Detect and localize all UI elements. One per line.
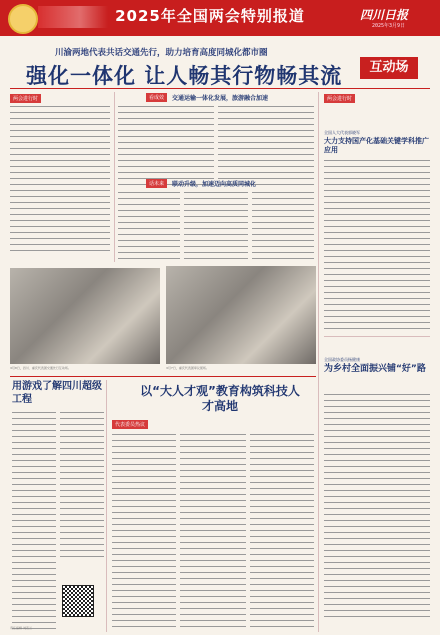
column-divider [106, 380, 107, 632]
headline-kicker: 川渝两地代表共话交通先行，助力培育高度同城化都市圈 [55, 48, 268, 58]
bottom-center-tag: 代表委员热议 [112, 420, 148, 429]
section-badge: 互动场 [360, 57, 418, 79]
article-text-col6 [252, 190, 314, 260]
divider [10, 376, 316, 377]
bottom-center-headline: 以“大人才观”教育构筑科技人才高地 [140, 384, 300, 413]
photo2-caption: 3月7日，重庆代表团审议现场。 [166, 366, 209, 370]
newspaper-logo: 四川日报 [360, 8, 409, 22]
bottom-center-text-2 [180, 432, 246, 632]
divider [10, 88, 430, 89]
bottom-center-text-3 [250, 432, 314, 632]
column-divider [114, 92, 115, 262]
right-subhead-2: 全国政协委员杨健康 [324, 357, 360, 362]
article-text-col4 [118, 190, 180, 260]
article-text-col5 [184, 190, 248, 260]
news-photo-1 [10, 268, 160, 364]
right-headline-2: 为乡村全面振兴铺“好”路 [324, 364, 426, 374]
section1-tag: 看成效 [146, 93, 167, 102]
bottom-left-text [12, 410, 56, 632]
header-title: 2025年全国两会特别报道 [115, 7, 305, 25]
column-divider-right [318, 92, 319, 632]
right-text-2 [324, 392, 430, 620]
left-column-tag: 两会进行时 [10, 94, 41, 103]
right-headline-1: 大力支持国产化基础关键学科推广应用 [324, 137, 429, 154]
page-header [0, 0, 440, 36]
section2-heading: 联动升级，加速迈向高质同城化 [172, 181, 257, 188]
section1-heading: 交通运输一体化发展，旅游融合加速 [172, 95, 269, 102]
left-column-text [10, 104, 110, 254]
main-headline: 强化一体化 让人畅其行物畅其流 [26, 64, 343, 88]
right-subhead-1: 全国人大代表郭晓军 [324, 130, 360, 135]
right-text-1 [324, 158, 430, 334]
right-column-tag: 两会进行时 [324, 94, 355, 103]
article-text-col3 [218, 104, 314, 190]
article-text-col2 [118, 104, 214, 190]
news-photo-2 [166, 266, 316, 364]
divider [324, 336, 430, 337]
section2-tag: 话未来 [146, 179, 167, 188]
bottom-left-headline: 用游戏了解四川超级工程 [12, 381, 102, 405]
bottom-center-text-1 [112, 432, 176, 632]
national-emblem-icon [8, 4, 38, 34]
photo1-caption: 3月8日，四川、重庆代表团交通先行互动场。 [10, 366, 71, 370]
qr-code[interactable] [62, 585, 94, 617]
issue-date: 2025年3月9日 [372, 23, 406, 29]
bottom-left-text-2 [60, 410, 104, 560]
footer-editor: 责任编辑 刘若兰 [10, 626, 32, 630]
